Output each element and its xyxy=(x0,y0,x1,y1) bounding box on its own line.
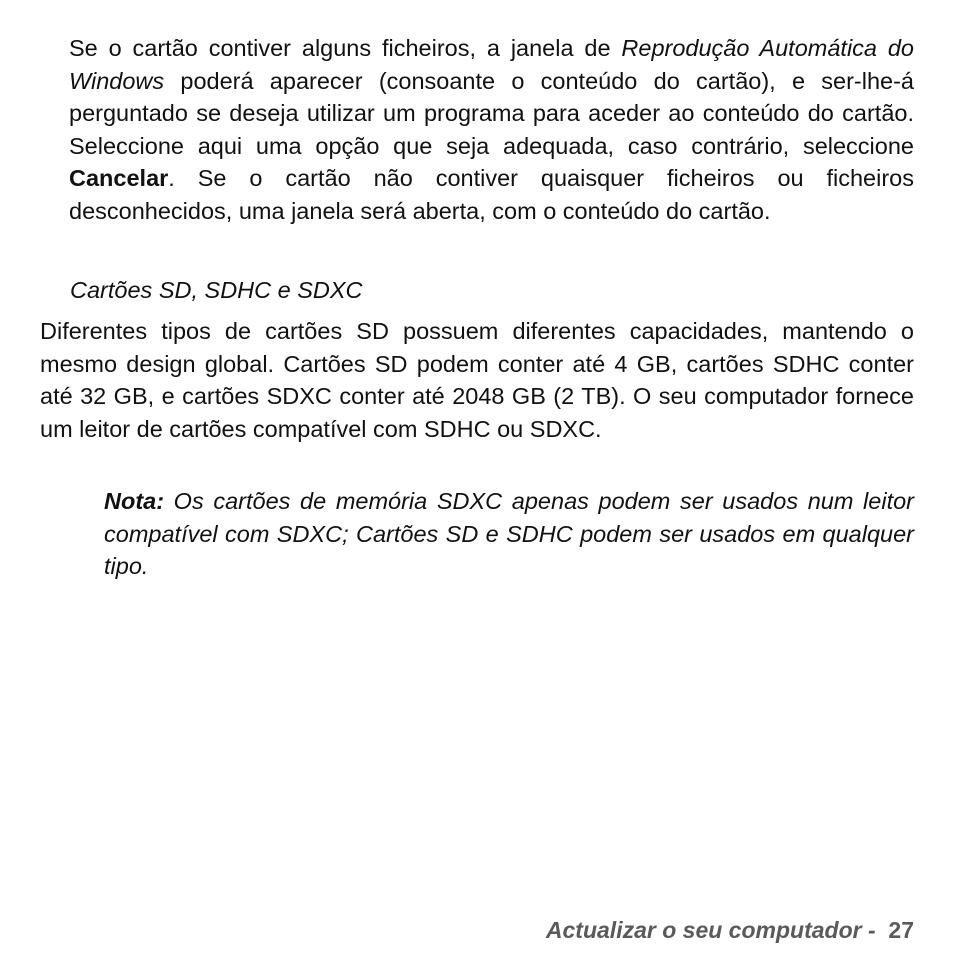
page-footer xyxy=(546,914,914,946)
cancel-term: Cancelar xyxy=(69,165,169,191)
paragraph-text: poderá aparecer (consoante o conteúdo do cartão), e ser-lhe-á perguntado se deseja utilizar um programa para aceder ao conteúdo do cartão. Seleccione aqui uma opção que seja adequada, caso contrário, seleccione xyxy=(69,67,914,159)
page-number: 27 xyxy=(888,917,914,943)
section-heading: Cartões SD, SDHC e SDXC xyxy=(70,277,363,303)
footer-chapter-title: Actualizar o seu computador - xyxy=(545,917,889,943)
sd-cards-paragraph: Diferentes tipos de cartões SD possuem diferentes capacidades, mantendo o mesmo design global. Cartões SD podem conter até 4 GB, cartões SDHC conter até 32 GB, e cartões SDXC conter até 2048 GB (2 TB). O seu computador fornece um leitor de cartões compatível com SDHC ou SDXC. xyxy=(40,318,914,442)
note-block xyxy=(104,485,914,583)
note-text: Os cartões de memória SDXC apenas podem ser usados num leitor compatível com SDXC; Cartões SD e SDHC podem ser usados em qualquer tipo. xyxy=(104,488,914,579)
note-label: Nota: xyxy=(104,488,165,514)
paragraph-text: Se o cartão contiver alguns ficheiros, a janela de xyxy=(69,35,622,61)
autoplay-term: Reprodução Automática do Windows xyxy=(69,35,914,94)
paragraph-text: . Se o cartão não contiver quaisquer ficheiros ou ficheiros desconhecidos, uma janela será aberta, com o conteúdo do cartão. xyxy=(69,165,914,224)
autoplay-paragraph xyxy=(69,32,914,227)
